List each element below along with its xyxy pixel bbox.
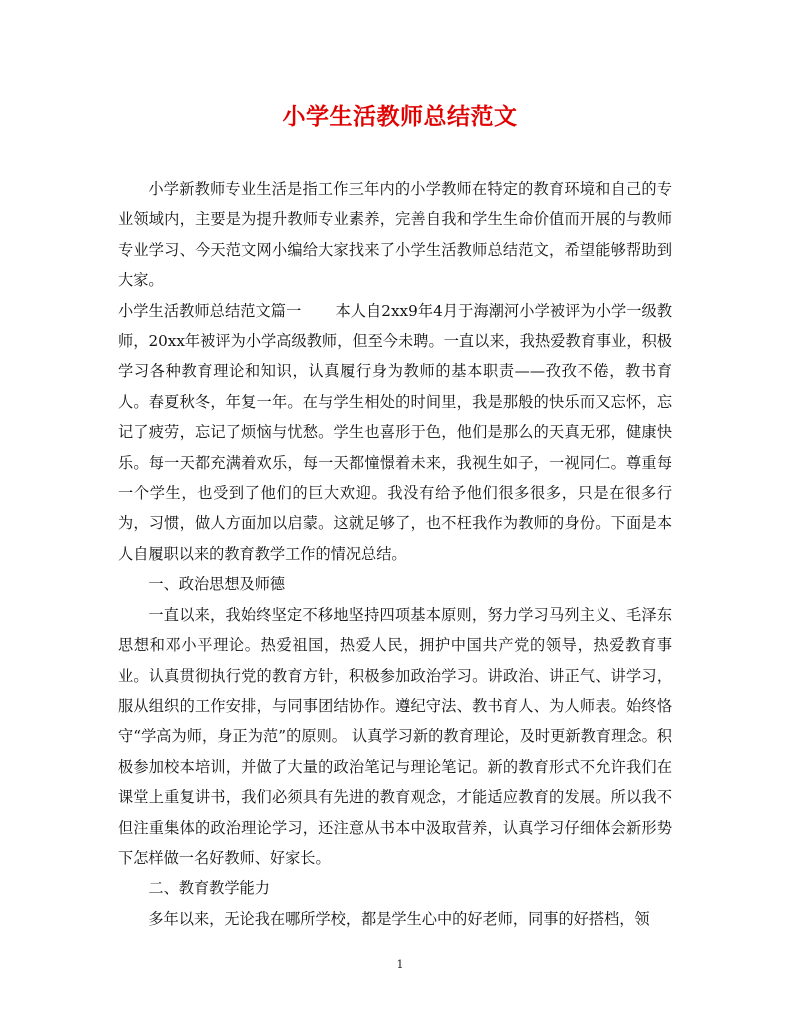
heading-politics: 一、政治思想及师德 xyxy=(148,575,286,594)
document-title: 小学生活教师总结范文 xyxy=(282,103,518,130)
heading-teaching: 二、教育教学能力 xyxy=(148,879,270,898)
politics-paragraph: 一直以来，我始终坚定不移地坚持四项基本原则，努力学习马列主义、毛泽东思想和邓小平理论。热爱祖国，热爱人民，拥护中国共产党的领导，热爱教育事业。认真贯彻执行党的教育方针，积极参加政治学习。讲政治、讲正气、讲学习，服从组织的工作安排，与同事团结协作。遵纪守法、教书育人、为人师表。始终恪守“学高为师，身正为范”的原则。 认真学习新的教育理论，及时更新教育理念。积极参加校本培训，并做了大量的政治笔记与理论笔记。新的教育形式不允许我们在课堂上重复讲书，我们必须具有先进的教育观念，才能适应教育的发展。所以我不但注重集体的政治理论学习，还注意从书本中汲取营养，认真学习仔细体会新形势下怎样做一名好教师、好家长。 xyxy=(118,605,672,867)
intro-paragraph: 小学新教师专业生活是指工作三年内的小学教师在特定的教育环境和自己的专业领域内，主要是为提升教师专业素养，完善自我和学生生命价值而开展的与教师专业学习、今天范文网小编给大家找来了小学生活教师总结范文，希望能够帮助到大家。 xyxy=(118,180,672,290)
section1-label: 小学生活教师总结范文篇一 xyxy=(118,301,302,320)
teaching-paragraph: 多年以来，无论我在哪所学校，都是学生心中的好老师，同事的好搭档，领 xyxy=(148,909,650,928)
document-body xyxy=(118,174,672,934)
section1-paragraph xyxy=(118,296,672,570)
section1-text: 本人自2xx9年4月于海潮河小学被评为小学一级教师，20xx年被评为小学高级教师，但至今未聘。一直以来，我热爱教育事业，积极学习各种教育理论和知识，认真履行身为教师的基本职责——孜孜不倦，教书育人。春夏秋冬，年复一年。在与学生相处的时间里，我是那般的快乐而又忘怀，忘记了疲劳，忘记了烦恼与忧愁。学生也喜形于色，他们是那么的天真无邪，健康快乐。每一天都充满着欢乐，每一天都憧憬着未来，我视生如子，一视同仁。尊重每一个学生，也受到了他们的巨大欢迎。我没有给予他们很多很多，只是在很多行为，习惯，做人方面加以启蒙。这就足够了，也不枉我作为教师的身份。下面是本人自履职以来的教育教学工作的情况总结。 xyxy=(118,301,673,563)
page-number: 1 xyxy=(396,958,404,971)
